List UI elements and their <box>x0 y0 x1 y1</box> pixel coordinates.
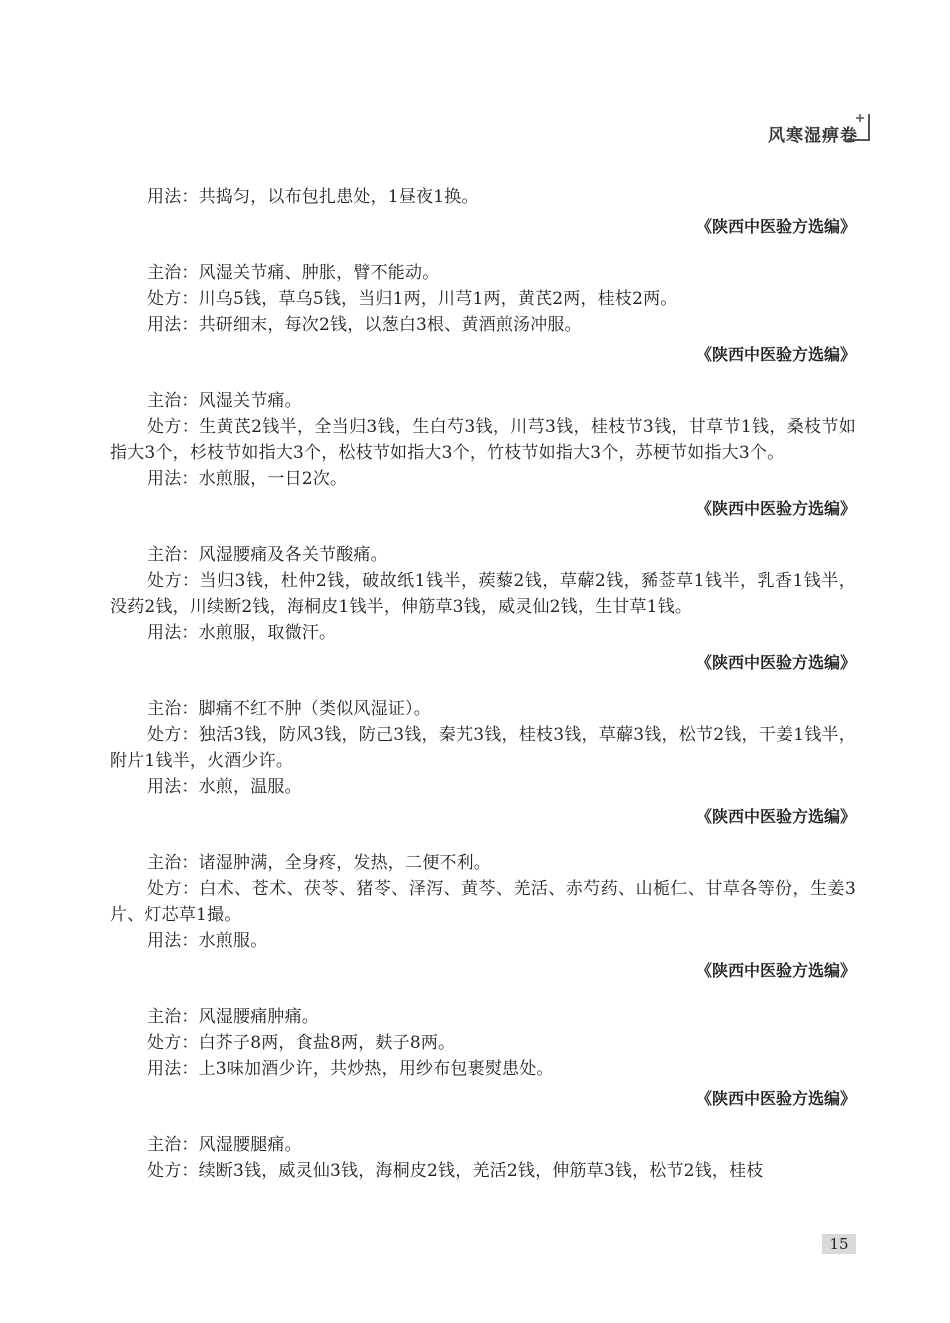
prescription-entry <box>110 260 856 368</box>
corner-mark-icon <box>841 110 871 144</box>
usage-line: 用法：上3味加酒少许，共炒热，用纱布包裹熨患处。 <box>147 1059 554 1079</box>
source-citation: 《陕西中医验方选编》 <box>695 217 856 236</box>
indication-line: 主治：风湿腰痛肿痛。 <box>147 1007 319 1027</box>
prescription-entry <box>110 696 856 830</box>
prescription-entry <box>110 184 856 240</box>
usage-line: 用法：水煎，温服。 <box>147 777 302 797</box>
prescription-entry <box>110 542 856 676</box>
formula-line: 处方：续断3钱，威灵仙3钱，海桐皮2钱，羌活2钱，伸筋草3钱，松节2钱，桂枝 <box>147 1161 764 1181</box>
usage-line: 用法：水煎服，一日2次。 <box>147 469 348 489</box>
prescription-entry <box>110 1132 856 1184</box>
formula-line: 处方：当归3钱，杜仲2钱，破故纸1钱半，蒺藜2钱，草薢2钱，豨莶草1钱半，乳香1钱半，没药2钱，川续断2钱，海桐皮1钱半，伸筋草3钱，威灵仙2钱，生甘草1钱。 <box>110 571 856 617</box>
prescription-entry <box>110 388 856 522</box>
indication-line: 主治：脚痛不红不肿（类似风湿证）。 <box>147 699 431 719</box>
page-number: 15 <box>822 1234 856 1254</box>
formula-line: 处方：生黄芪2钱半，全当归3钱，生白芍3钱，川芎3钱，桂枝节3钱，甘草节1钱，桑枝节如指大3个，杉枝节如指大3个，松枝节如指大3个，竹枝节如指大3个，苏梗节如指大3个。 <box>110 417 856 463</box>
formula-line: 处方：川乌5钱，草乌5钱，当归1两，川芎1两，黄芪2两，桂枝2两。 <box>147 289 678 309</box>
indication-line: 主治：风湿腰痛及各关节酸痛。 <box>147 545 388 565</box>
formula-line: 处方：独活3钱，防风3钱，防己3钱，秦艽3钱，桂枝3钱，草薢3钱，松节2钱，干姜1钱半，附片1钱半，火酒少许。 <box>110 725 856 771</box>
prescription-entry <box>110 1004 856 1112</box>
indication-line: 主治：风湿腰腿痛。 <box>147 1135 302 1155</box>
source-citation: 《陕西中医验方选编》 <box>695 499 856 518</box>
usage-line: 用法：共捣匀，以布包扎患处，1昼夜1换。 <box>147 187 479 207</box>
prescription-entry <box>110 850 856 984</box>
source-citation: 《陕西中医验方选编》 <box>695 961 856 980</box>
indication-line: 主治：诸湿肿满，全身疼，发热，二便不利。 <box>147 853 491 873</box>
source-citation: 《陕西中医验方选编》 <box>695 1089 856 1108</box>
source-citation: 《陕西中医验方选编》 <box>695 345 856 364</box>
source-citation: 《陕西中医验方选编》 <box>695 807 856 826</box>
formula-line: 处方：白术、苍术、茯苓、猪苓、泽泻、黄芩、羌活、赤芍药、山栀仁、甘草各等份，生姜3片、灯芯草1撮。 <box>110 879 856 925</box>
formula-line: 处方：白芥子8两，食盐8两，麸子8两。 <box>147 1033 456 1053</box>
usage-line: 用法：共研细末，每次2钱，以葱白3根、黄酒煎汤冲服。 <box>147 315 582 335</box>
indication-line: 主治：风湿关节痛。 <box>147 391 302 411</box>
usage-line: 用法：水煎服，取微汗。 <box>147 623 337 643</box>
page-body <box>110 184 856 1204</box>
usage-line: 用法：水煎服。 <box>147 931 268 951</box>
indication-line: 主治：风湿关节痛、肿胀，臂不能动。 <box>147 263 440 283</box>
running-header: 风寒湿痹卷 <box>768 126 858 146</box>
source-citation: 《陕西中医验方选编》 <box>695 653 856 672</box>
